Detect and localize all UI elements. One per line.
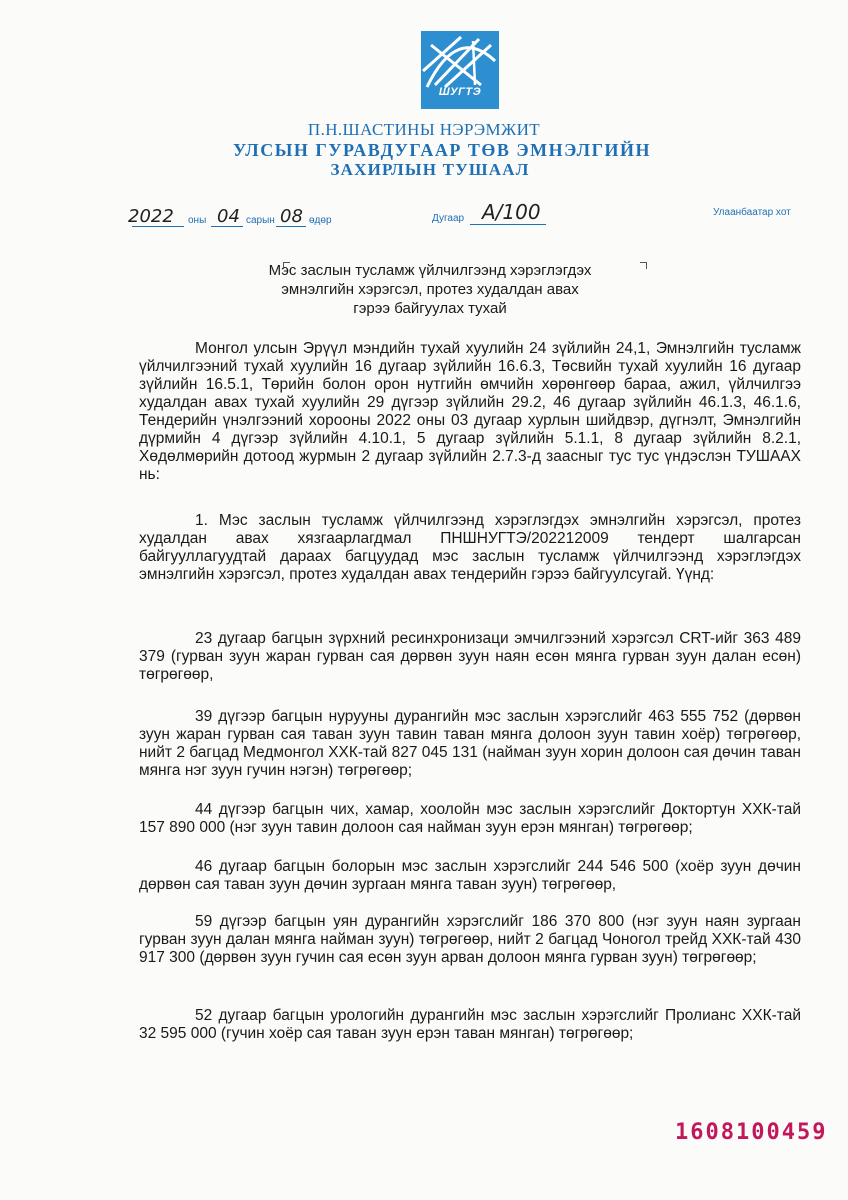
date-year: 2022 [128, 206, 174, 227]
lot-52-paragraph: 52 дугаар багцын урологийн дурангийн мэс заслын хэрэгслийг Пролианс ХХК-тай 32 595 000 (гучин хоёр сая таван зуун ерэн таван мянган) төгрөгөөр; [139, 1007, 801, 1042]
month-label: сарын [246, 215, 275, 226]
org-name-line2: УЛСЫН ГУРАВДУГААР ТӨВ ЭМНЭЛГИЙН [232, 140, 652, 160]
lot-44-paragraph: 44 дүгээр багцын чих, хамар, хоолойн мэс заслын хэрэгслийг Доктортун ХХК-тай 157 890 000 (нэг зуун тавин долоон сая найман зуун ерэн мянган) төгрөгөөр; [139, 801, 801, 836]
subject-line2: эмнэлгийн хэрэгсэл, протез худалдан авах [281, 281, 579, 298]
subject-line3: гэрээ байгуулах тухай [353, 300, 507, 317]
order-item-1: 1. Мэс заслын тусламж үйлчилгээнд хэрэглэгдэх эмнэлгийн хэрэгсэл, протез худалдан авах хязгаарлагдмал ПНШНУГТЭ/202212009 тендерт шалгарсан байгууллагуудтай дараах багцуудад мэс заслын тусламж үйлчилгээнд хэрэглэгдэх эмнэлгийн хэрэгсэл, протез худалдан авах тендерийн гэрээ байгуулсугай. Үүнд: [139, 512, 801, 583]
lot-46-paragraph: 46 дугаар багцын болорын мэс заслын хэрэгслийг 244 546 500 (хоёр зуун дөчин дөрвөн сая таван зуун дөчин зургаан мянга таван зуун) төгрөгөөр, [139, 858, 801, 893]
year-label: оны [188, 215, 207, 226]
number-label: Дугаар [432, 213, 465, 224]
preamble: Монгол улсын Эрүүл мэндийн тухай хуулийн 24 зүйлийн 24,1, Эмнэлгийн тусламж үйлчилгээний тухай хуулийн 16 дугаар зүйлийн 16.6.3, Төсвийн тухай хуулийн 16 дугаар зүйлийн 16.5.1, Төрийн болон орон нутгийн өмчийн хөрөнгөөр бараа, ажил, үйлчилгээ худалдан авах тухай хуулийн 29 дүгээр зүйлийн 29.2, 46 дугаар зүйлийн 46.1.3, 46.1.6, Тендерийн үнэлгээний хорооны 2022 оны 03 дугаар хурлын шийдвэр, дүгнэлт, Эмнэлгийн дүрмийн 4 дүгээр зүйлийн 4.10.1, 5 дугаар зүйлийн 5.1.1, 8 дугаар зүйлийн 8.2.1, Хөдөлмөрийн дотоод журмын 2 дугаар зүйлийн 2.7.3-д заасныг тус тус үндэслэн ТУШААХ нь: [139, 340, 801, 483]
lot-23-paragraph: 23 дугаар багцын зүрхний ресинхронизаци эмчилгээний хэрэгсэл CRT-ийг 363 489 379 (гурван зуун жаран гурван сая дөрвөн зуун наян есөн мянга гурван зуун далан есөн) төгрөгөөр, [139, 630, 801, 683]
logo-text: ШУГТЭ [438, 86, 482, 98]
lot-39-paragraph: 39 дүгээр багцын нурууны дурангийн мэс заслын хэрэгслийг 463 555 752 (дөрвөн зуун жаран гурван сая таван зуун тавин таван мянга долоон зуун тавин хоёр) төгрөгөөр, нийт 2 багцад Медмонгол ХХК-тай 827 045 131 (найман зуун хорин долоон сая дөчин таван мянга нэг зуун гучин нэгэн) төгрөгөөр; [139, 708, 801, 779]
date-month: 04 [217, 206, 240, 227]
serial-stamp: 1608100459 [675, 1120, 828, 1145]
lot-59-paragraph: 59 дүгээр багцын уян дурангийн хэрэгслийг 186 370 800 (нэг зуун наян зургаан гурван зуун далан мянга найман зуун) төгрөгөөр, нийт 2 багцад Чоногол трейд ХХК-тай 430 917 300 (дөрвөн зуун гучин сая есөн зуун арван долоон мянга гурван зуун) төгрөгөөр; [139, 913, 801, 966]
date-day: 08 [280, 206, 303, 227]
document-number: А/100 [482, 200, 541, 224]
subject [180, 261, 680, 318]
day-label: өдөр [309, 215, 332, 226]
org-name-line1: П.Н.ШАСТИНЫ НЭРЭМЖИТ [307, 120, 541, 139]
city-label: Улаанбаатар хот [713, 207, 791, 218]
subject-line1: Мэс заслын тусламж үйлчилгээнд хэрэглэгдэх [268, 262, 592, 279]
document-type: ЗАХИРЛЫН ТУШААЛ [330, 160, 530, 179]
